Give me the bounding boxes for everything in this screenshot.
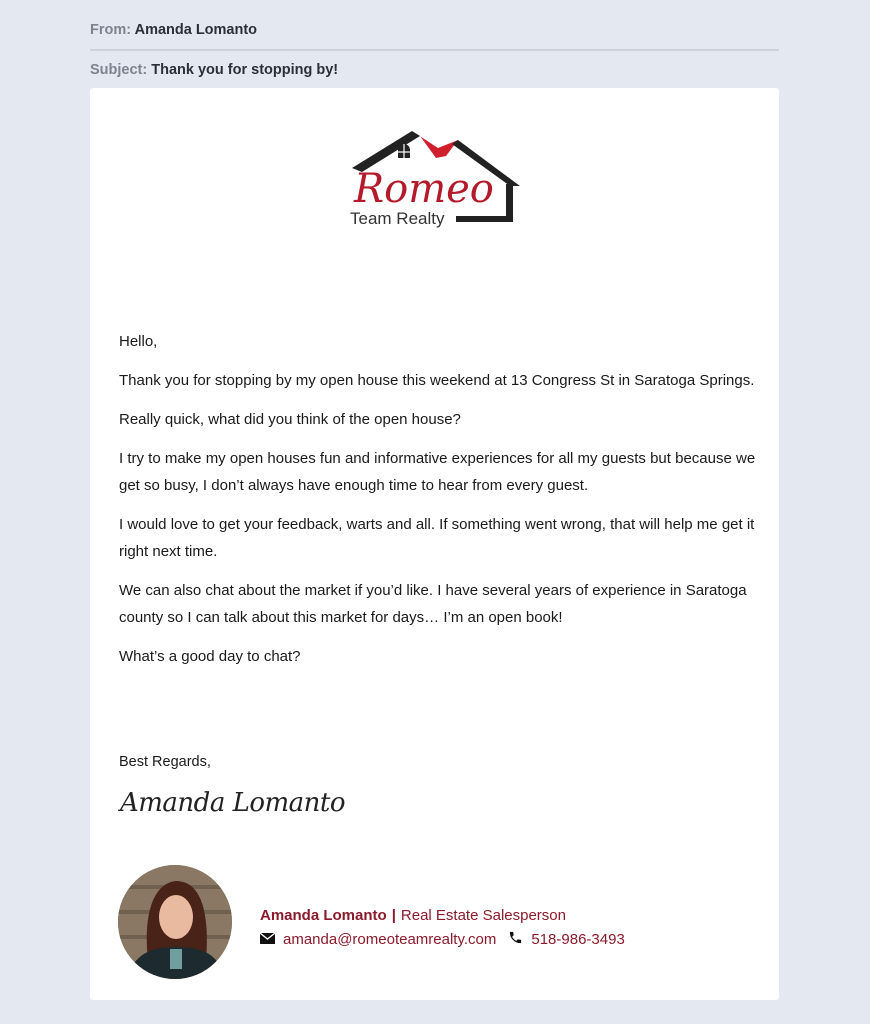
from-label: From: xyxy=(90,22,132,38)
logo-brand-text: Romeo xyxy=(354,166,494,212)
signature-block xyxy=(260,903,625,951)
avatar xyxy=(118,865,232,979)
email-message xyxy=(119,328,759,682)
logo-tagline-text: Team Realty xyxy=(350,209,445,228)
envelope-icon xyxy=(260,931,275,948)
header-divider xyxy=(90,49,779,51)
closing: Best Regards, xyxy=(119,754,211,770)
signature-name: Amanda Lomanto xyxy=(260,906,387,924)
email-body-card xyxy=(90,88,779,1000)
phone-icon xyxy=(508,930,523,949)
handwritten-signature: Amanda Lomanto xyxy=(120,788,346,818)
paragraph: Thank you for stopping by my open house this weekend at 13 Congress St in Saratoga Springs. xyxy=(119,372,755,389)
from-line xyxy=(90,22,779,38)
phone-number[interactable]: 518-986-3493 xyxy=(531,930,625,948)
from-value: Amanda Lomanto xyxy=(134,22,258,38)
subject-line xyxy=(90,62,779,78)
subject-value: Thank you for stopping by! xyxy=(151,62,339,78)
paragraph: Hello, xyxy=(119,333,158,350)
paragraph: We can also chat about the market if you’d like. I have several years of experience in Saratoga county so I can talk about this market for days… I’m an open book! xyxy=(119,582,747,626)
romeo-team-realty-logo xyxy=(348,128,523,228)
subject-label: Subject: xyxy=(90,62,148,78)
signature-separator: | xyxy=(391,906,396,924)
paragraph: I try to make my open houses fun and informative experiences for all my guests but because we get so busy, I don’t always have enough time to hear from every guest. xyxy=(119,450,756,494)
paragraph: What’s a good day to chat? xyxy=(119,648,301,665)
paragraph: Really quick, what did you think of the open house? xyxy=(119,411,461,428)
signature-title: Real Estate Salesperson xyxy=(400,906,566,924)
paragraph: I would love to get your feedback, warts and all. If something went wrong, that will help me get it right next time. xyxy=(119,516,755,560)
email-link[interactable]: amanda@romeoteamrealty.com xyxy=(283,930,497,948)
